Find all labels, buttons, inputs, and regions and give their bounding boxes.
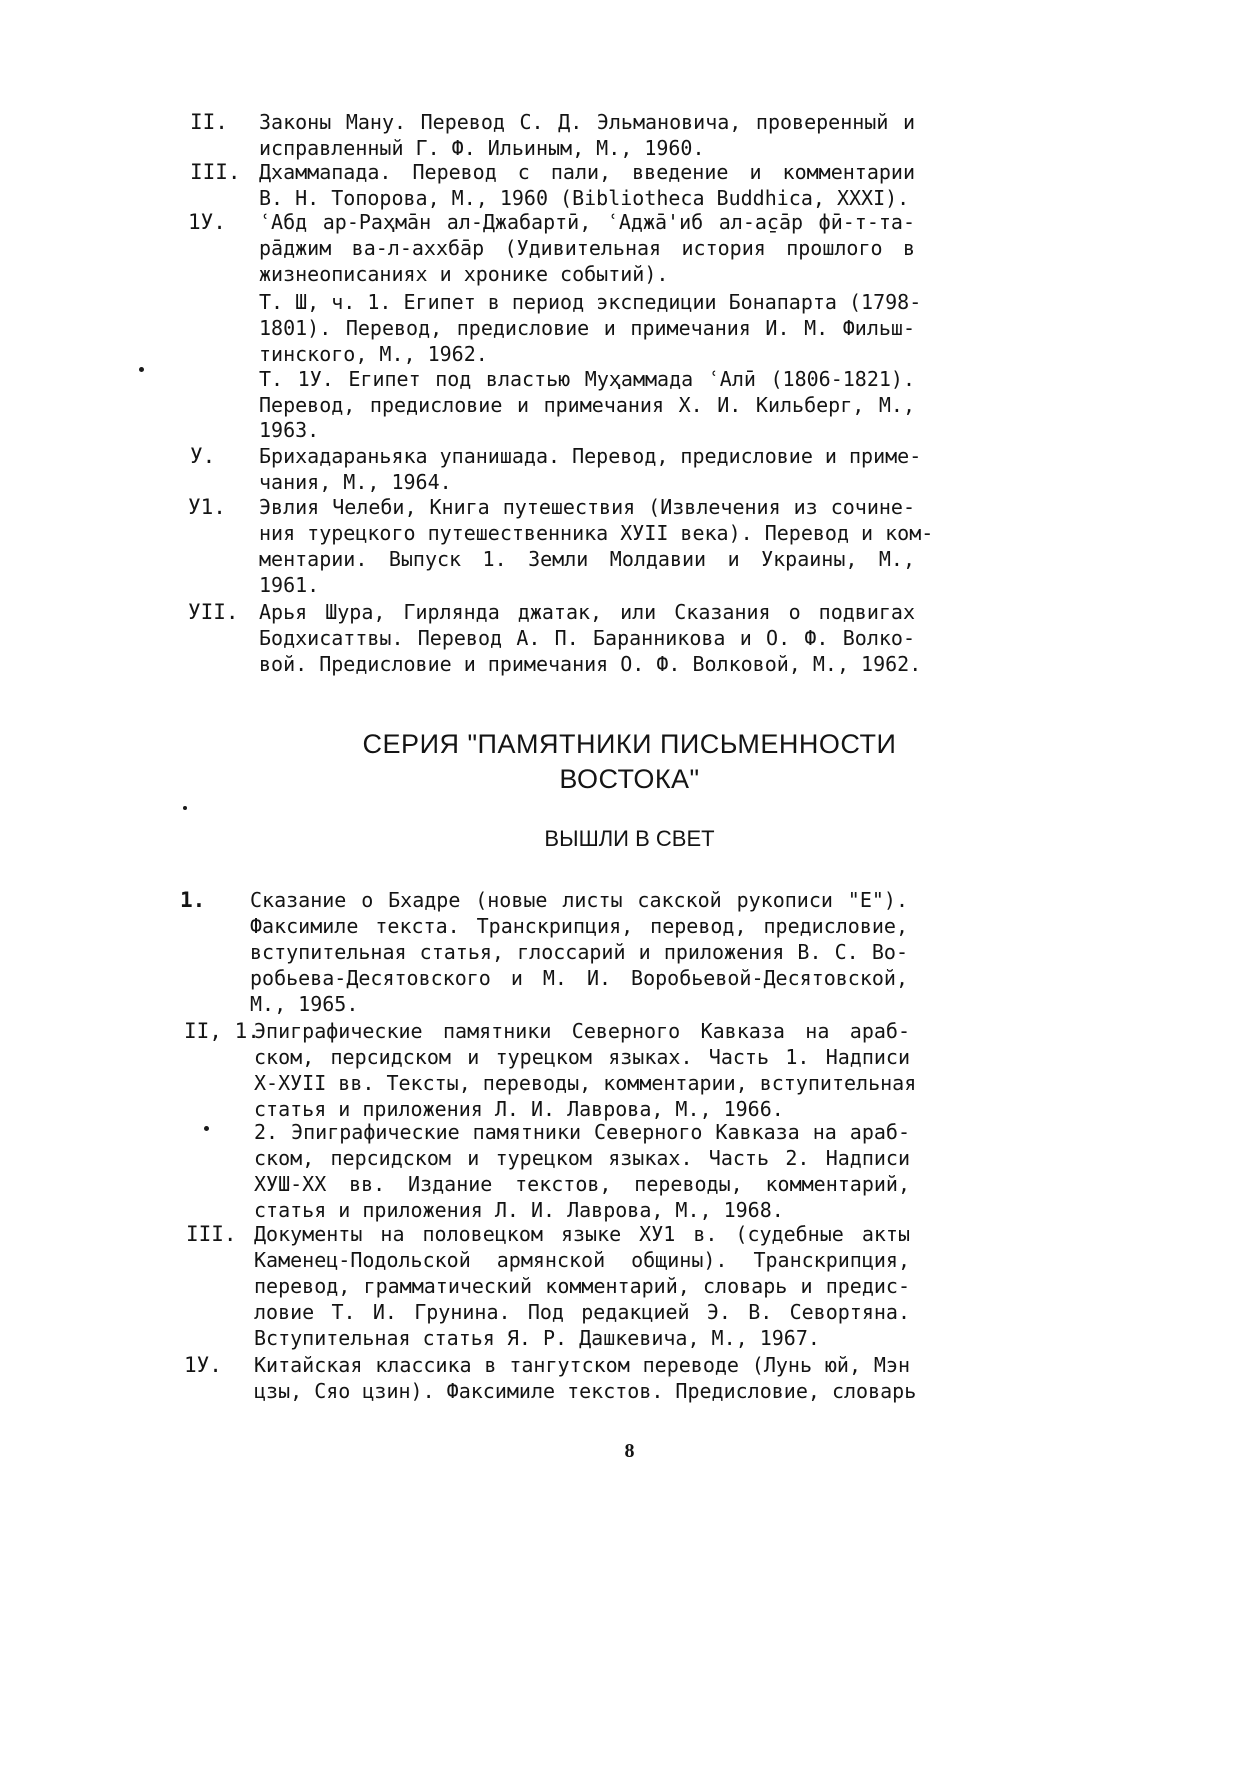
entry-number: У1. <box>188 495 226 519</box>
entry-line: 1963. <box>259 418 320 442</box>
entry-line: Вступительная статья Я. Р. Дашкевича, М., 1967. <box>254 1326 820 1350</box>
entry-line: 1801). Перевод, предисловие и примечания И. М. Фильш- <box>259 316 915 340</box>
entry-line: Арья Шура, Гирлянда джатак, или Сказания о подвигах <box>259 600 915 624</box>
entry-line: Перевод, предисловие и примечания Х. И. Кильберг, М., <box>259 393 915 417</box>
entry-line: В. Н. Топорова, М., 1960 (Bibliotheca Buddhica, XXXI). <box>259 186 910 210</box>
entry-line: исправленный Г. Ф. Ильиным, М., 1960. <box>259 136 705 160</box>
entry-line: цзы, Сяо цзин). Факсимиле текстов. Предисловие, словарь <box>254 1379 917 1403</box>
entry-line: Каменец-Подольской армянской общины). Транскрипция, <box>254 1248 910 1272</box>
scan-speck <box>183 806 187 810</box>
entry-line: Бодхисаттвы. Перевод А. П. Баранникова и О. Ф. Волко- <box>259 626 915 650</box>
entry-line: ʿАбд ар-Раҳма̄н ал-Джабартӣ, ʿАджа̄'иб ал-а̱са̄р фӣ-т-та- <box>259 210 915 234</box>
entry-line: Факсимиле текста. Транскрипция, перевод, предисловие, <box>250 914 908 938</box>
entry-line: Брихадараньяка упанишада. Перевод, предисловие и приме- <box>259 444 922 468</box>
entry-line: тинского, М., 1962. <box>259 342 488 366</box>
entry-line: Китайская классика в тангутском переводе (Лунь юй, Мэн <box>254 1353 910 1377</box>
entry-line: М., 1965. <box>250 992 359 1016</box>
entry-line: 1961. <box>259 573 320 597</box>
entry-number: 1. <box>180 888 206 912</box>
series-title-line-2: ВОСТОКА" <box>559 764 700 794</box>
entry-line: ском, персидском и турецком языках. Часть 2. Надписи <box>254 1146 910 1170</box>
entry-line: перевод, грамматический комментарий, словарь и предис- <box>254 1274 910 1298</box>
entry-line: робьева-Десятовского и М. И. Воробьевой-Десятовской, <box>250 966 908 990</box>
scan-speck <box>139 367 144 372</box>
entry-line: статья и приложения Л. И. Лаврова, М., 1968. <box>254 1198 784 1222</box>
entry-number: У. <box>190 444 216 468</box>
entry-number: УII. <box>188 600 239 624</box>
entry-line: 2. Эпиграфические памятники Северного Кавказа на араб- <box>254 1120 910 1144</box>
entry-number: 1У. <box>184 1353 222 1377</box>
entry-number: II, 1. <box>184 1019 260 1043</box>
page-number: 8 <box>624 1440 635 1462</box>
entry-line: Т. Ш, ч. 1. Египет в период экспедиции Бонапарта (1798- <box>259 290 922 314</box>
entry-line: Дхаммапада. Перевод с пали, введение и комментарии <box>259 160 915 184</box>
entry-line: вой. Предисловие и примечания О. Ф. Волковой, М., 1962. <box>259 652 922 676</box>
series-subtitle: ВЫШЛИ В СВЕТ <box>544 826 715 851</box>
entry-line: Документы на половецком языке ХУ1 в. (судебные акты <box>254 1222 910 1246</box>
entry-number: II. <box>190 110 228 134</box>
series-title-line-1: СЕРИЯ "ПАМЯТНИКИ ПИСЬМЕННОСТИ <box>362 729 897 759</box>
entry-line: Сказание о Бхадре (новые листы сакской рукописи "Е"). <box>250 888 908 912</box>
entry-line: чания, М., 1964. <box>259 470 452 494</box>
entry-number: 1У. <box>188 210 226 234</box>
entry-line: Законы Ману. Перевод С. Д. Эльмановича, проверенный и <box>259 110 915 134</box>
entry-line: ния турецкого путешественника ХУII века). Перевод и ком- <box>259 521 934 545</box>
entry-line: ловие Т. И. Грунина. Под редакцией Э. В. Севортяна. <box>254 1300 910 1324</box>
entry-line: ХУШ-ХХ вв. Издание текстов, переводы, комментарий, <box>254 1172 910 1196</box>
entry-line: ментарии. Выпуск 1. Земли Молдавии и Украины, М., <box>259 547 915 571</box>
entry-number: III. <box>190 160 241 184</box>
list-bullet <box>204 1126 209 1131</box>
entry-line: Эпиграфические памятники Северного Кавказа на араб- <box>254 1019 910 1043</box>
entry-line: жизнеописаниях и хронике событий). <box>259 262 669 286</box>
entry-line: Эвлия Челеби, Книга путешествия (Извлечения из сочине- <box>259 495 915 519</box>
entry-line: ском, персидском и турецком языках. Часть 1. Надписи <box>254 1045 910 1069</box>
entry-number: III. <box>186 1222 237 1246</box>
entry-line: вступительная статья, глоссарий и приложения В. С. Во- <box>250 940 908 964</box>
entry-line: Т. 1У. Египет под властью Муҳаммада ʿАлӣ (1806-1821). <box>259 367 915 391</box>
entry-line: ра̄джим ва-л-аххба̄р (Удивительная история прошлого в <box>259 236 915 260</box>
entry-line: Х-ХУII вв. Тексты, переводы, комментарии, вступительная <box>254 1071 917 1095</box>
entry-line: статья и приложения Л. И. Лаврова, М., 1966. <box>254 1097 784 1121</box>
